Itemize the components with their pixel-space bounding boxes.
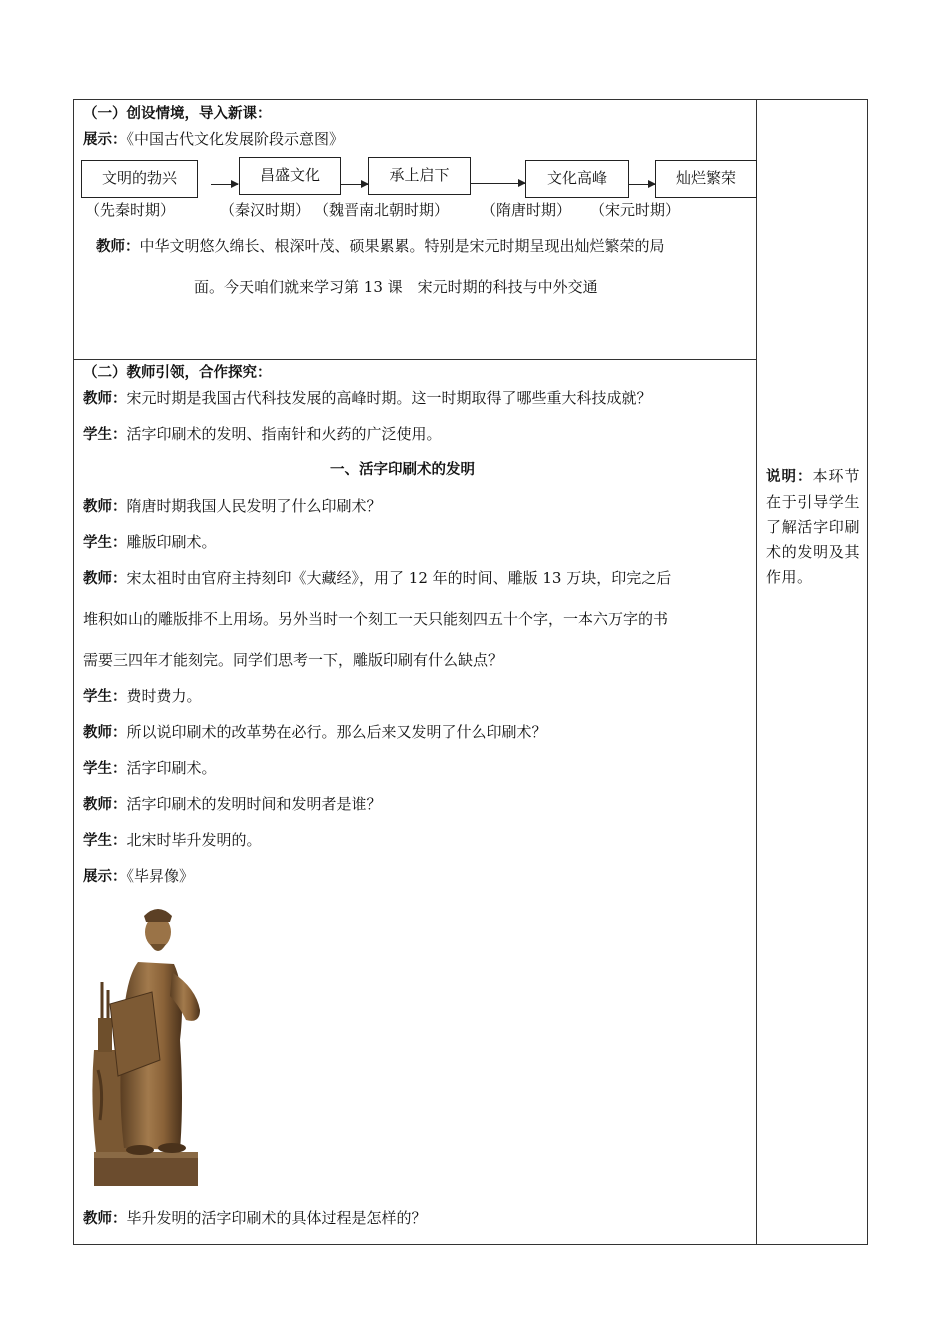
dialog-line [83, 722, 547, 743]
section1-title: （一）创设情境，导入新课： [83, 106, 272, 122]
flow-stage-5: 灿烂繁荣 [655, 160, 757, 198]
dialog-line [83, 496, 382, 517]
speaker-label: 教师： [83, 571, 127, 587]
note-label: 说明： [766, 469, 813, 485]
speaker-label: 教师： [83, 725, 127, 741]
show-text: 《中国古代文化发展阶段示意图》 [126, 130, 345, 148]
dialog-line [83, 568, 671, 589]
speaker-label: 学生： [83, 833, 127, 849]
dialog-text: 《毕昇像》 [126, 867, 195, 885]
teacher-label: 教师： [96, 239, 140, 255]
note-text: 本环节在于引导学生了解活字印刷术的发明及其作用。 [766, 467, 860, 586]
intro-teacher-line2: 面。今天咱们就来学习第 13 课 宋元时期的科技与中外交通 [194, 278, 598, 296]
speaker-label: 学生： [83, 689, 127, 705]
flow-stage-3: 承上启下 [368, 157, 471, 195]
flow-stage-1: 文明的勃兴 [81, 160, 198, 198]
row-divider [73, 359, 757, 360]
dialog-text: 活字印刷术的发明、指南针和火药的广泛使用。 [126, 425, 442, 443]
dialog-text: 活字印刷术。 [126, 759, 217, 777]
bi-sheng-statue-image [88, 900, 218, 1188]
speaker-label: 教师： [83, 797, 127, 813]
flow-period-4: （隋唐时期） [481, 201, 572, 219]
dialog-text: 所以说印刷术的改革势在必行。那么后来又发明了什么印刷术？ [126, 723, 547, 741]
dialog-text: 雕版印刷术。 [126, 533, 217, 551]
dialog-continuation: 堆积如山的雕版排不上用场。另外当时一个刻工一天只能刻四五十个字，一本六万字的书 [83, 610, 669, 628]
flow-stage-4: 文化高峰 [525, 160, 629, 198]
column-divider [756, 99, 757, 1245]
flow-stage-2: 昌盛文化 [239, 157, 341, 195]
dialog-line [83, 424, 442, 445]
flow-period-1: （先秦时期） [85, 201, 176, 219]
speaker-label: 学生： [83, 761, 127, 777]
speaker-label: 展示： [83, 869, 127, 885]
dialog-line [83, 1208, 427, 1229]
intro-teacher-line1 [96, 236, 665, 257]
intro-text-1: 中华文明悠久绵长、根深叶茂、硕果累累。特别是宋元时期呈现出灿烂繁荣的局 [139, 237, 665, 255]
show-label: 展示： [83, 132, 127, 148]
flow-period-3: （魏晋南北朝时期） [314, 201, 450, 219]
speaker-label: 学生： [83, 427, 127, 443]
flow-period-5: （宋元时期） [590, 201, 681, 219]
speaker-label: 学生： [83, 535, 127, 551]
dialog-text: 北宋时毕升发明的。 [126, 831, 262, 849]
show-line [83, 129, 344, 150]
subheading: 一、活字印刷术的发明 [330, 462, 475, 478]
dialog-line [83, 830, 262, 851]
dialog-text: 隋唐时期我国人民发明了什么印刷术？ [126, 497, 382, 515]
speaker-label: 教师： [83, 1211, 127, 1227]
dialog-line [83, 794, 382, 815]
dialog-line [83, 388, 652, 409]
dialog-text: 宋元时期是我国古代科技发展的高峰时期。这一时期取得了哪些重大科技成就？ [126, 389, 652, 407]
dialog-text: 毕升发明的活字印刷术的具体过程是怎样的？ [126, 1209, 427, 1227]
dialog-line [83, 866, 194, 887]
dialog-continuation: 需要三四年才能刻完。同学们思考一下，雕版印刷有什么缺点？ [83, 651, 504, 669]
flow-arrow-1 [211, 184, 238, 185]
dialog-text: 活字印刷术的发明时间和发明者是谁？ [126, 795, 382, 813]
dialog-line [83, 532, 217, 553]
flow-arrow-3 [471, 183, 525, 184]
flow-period-2: （秦汉时期） [220, 201, 311, 219]
section2-title: （二）教师引领，合作探究： [83, 365, 272, 381]
side-note [766, 464, 860, 590]
dialog-line [83, 758, 217, 779]
flow-arrow-2 [341, 184, 368, 185]
dialog-text: 宋太祖时由官府主持刻印《大藏经》，用了 12 年的时间、雕版 13 万块，印完之后 [126, 569, 672, 587]
dialog-text: 费时费力。 [126, 687, 202, 705]
dialog-line [83, 686, 202, 707]
speaker-label: 教师： [83, 391, 127, 407]
speaker-label: 教师： [83, 499, 127, 515]
flow-arrow-4 [629, 184, 655, 185]
